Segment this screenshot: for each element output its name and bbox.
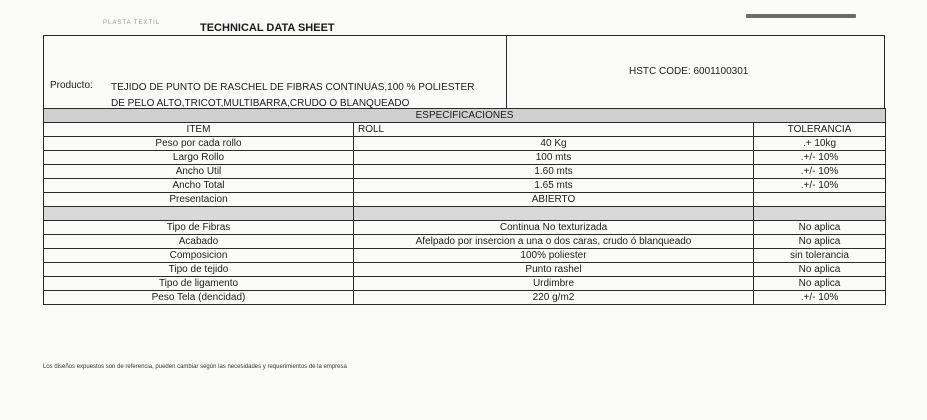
header-row bbox=[44, 123, 886, 137]
hstc-code: HSTC CODE: 6001100301 bbox=[629, 66, 749, 77]
header-value: ROLL bbox=[354, 123, 754, 137]
header-tolerance: TOLERANCIA bbox=[754, 123, 886, 137]
table-row bbox=[44, 179, 886, 193]
row-value: Punto rashel bbox=[354, 263, 754, 277]
row-value: 1.65 mts bbox=[354, 179, 754, 193]
specifications-band-title: ESPECIFICACIONES bbox=[44, 109, 886, 123]
row-item: Acabado bbox=[44, 235, 354, 249]
separator-cell bbox=[354, 207, 754, 221]
header-item: ITEM bbox=[44, 123, 354, 137]
row-tolerance: .+/- 10% bbox=[754, 291, 886, 305]
row-tolerance bbox=[754, 193, 886, 207]
row-item: Peso por cada rollo bbox=[44, 137, 354, 151]
row-tolerance: No aplica bbox=[754, 263, 886, 277]
header-divider bbox=[506, 36, 507, 110]
footnote: Los diseños expuestos son de referencia, pueden cambiar según las necesidades y requerimientos de la empresa bbox=[43, 364, 347, 370]
document-title: TECHNICAL DATA SHEET bbox=[200, 22, 335, 34]
row-value: ABIERTO bbox=[354, 193, 754, 207]
row-item: Ancho Util bbox=[44, 165, 354, 179]
row-tolerance: .+/- 10% bbox=[754, 165, 886, 179]
row-value: 40 Kg bbox=[354, 137, 754, 151]
row-value: 100% poliester bbox=[354, 249, 754, 263]
table-row bbox=[44, 165, 886, 179]
product-line-1: TEJIDO DE PUNTO DE RASCHEL DE FIBRAS CONTINUAS,100 % POLIESTER bbox=[111, 82, 475, 93]
row-tolerance: .+ 10kg bbox=[754, 137, 886, 151]
table-row bbox=[44, 277, 886, 291]
table-row bbox=[44, 137, 886, 151]
table-row bbox=[44, 151, 886, 165]
table-row bbox=[44, 235, 886, 249]
table-row bbox=[44, 193, 886, 207]
table-row bbox=[44, 263, 886, 277]
band-row bbox=[44, 109, 886, 123]
row-tolerance: sin tolerancia bbox=[754, 249, 886, 263]
row-tolerance: No aplica bbox=[754, 277, 886, 291]
row-item: Peso Tela (dencidad) bbox=[44, 291, 354, 305]
top-right-rule bbox=[746, 14, 856, 18]
row-tolerance: No aplica bbox=[754, 221, 886, 235]
row-item: Composicion bbox=[44, 249, 354, 263]
brand-logo-text: PLASTA TEXTIL bbox=[103, 20, 161, 26]
product-line-2: DE PELO ALTO,TRICOT,MULTIBARRA,CRUDO O BLANQUEADO bbox=[111, 98, 410, 109]
specifications-table bbox=[43, 108, 886, 305]
row-value: Urdimbre bbox=[354, 277, 754, 291]
product-header-box bbox=[43, 35, 885, 109]
row-value: 220 g/m2 bbox=[354, 291, 754, 305]
row-value: Continua No texturizada bbox=[354, 221, 754, 235]
table-row bbox=[44, 291, 886, 305]
separator-cell bbox=[754, 207, 886, 221]
product-label: Producto: bbox=[50, 80, 93, 91]
row-value: 1.60 mts bbox=[354, 165, 754, 179]
table-row bbox=[44, 221, 886, 235]
row-item: Ancho Total bbox=[44, 179, 354, 193]
row-value: 100 mts bbox=[354, 151, 754, 165]
separator-row bbox=[44, 207, 886, 221]
row-item: Tipo de tejido bbox=[44, 263, 354, 277]
row-value: Afelpado por insercion a una o dos caras, crudo ó blanqueado bbox=[354, 235, 754, 249]
separator-cell bbox=[44, 207, 354, 221]
row-item: Tipo de Fibras bbox=[44, 221, 354, 235]
row-tolerance: .+/- 10% bbox=[754, 179, 886, 193]
row-item: Largo Rollo bbox=[44, 151, 354, 165]
row-tolerance: .+/- 10% bbox=[754, 151, 886, 165]
table-row bbox=[44, 249, 886, 263]
row-item: Presentacion bbox=[44, 193, 354, 207]
row-item: Tipo de ligamento bbox=[44, 277, 354, 291]
row-tolerance: No aplica bbox=[754, 235, 886, 249]
